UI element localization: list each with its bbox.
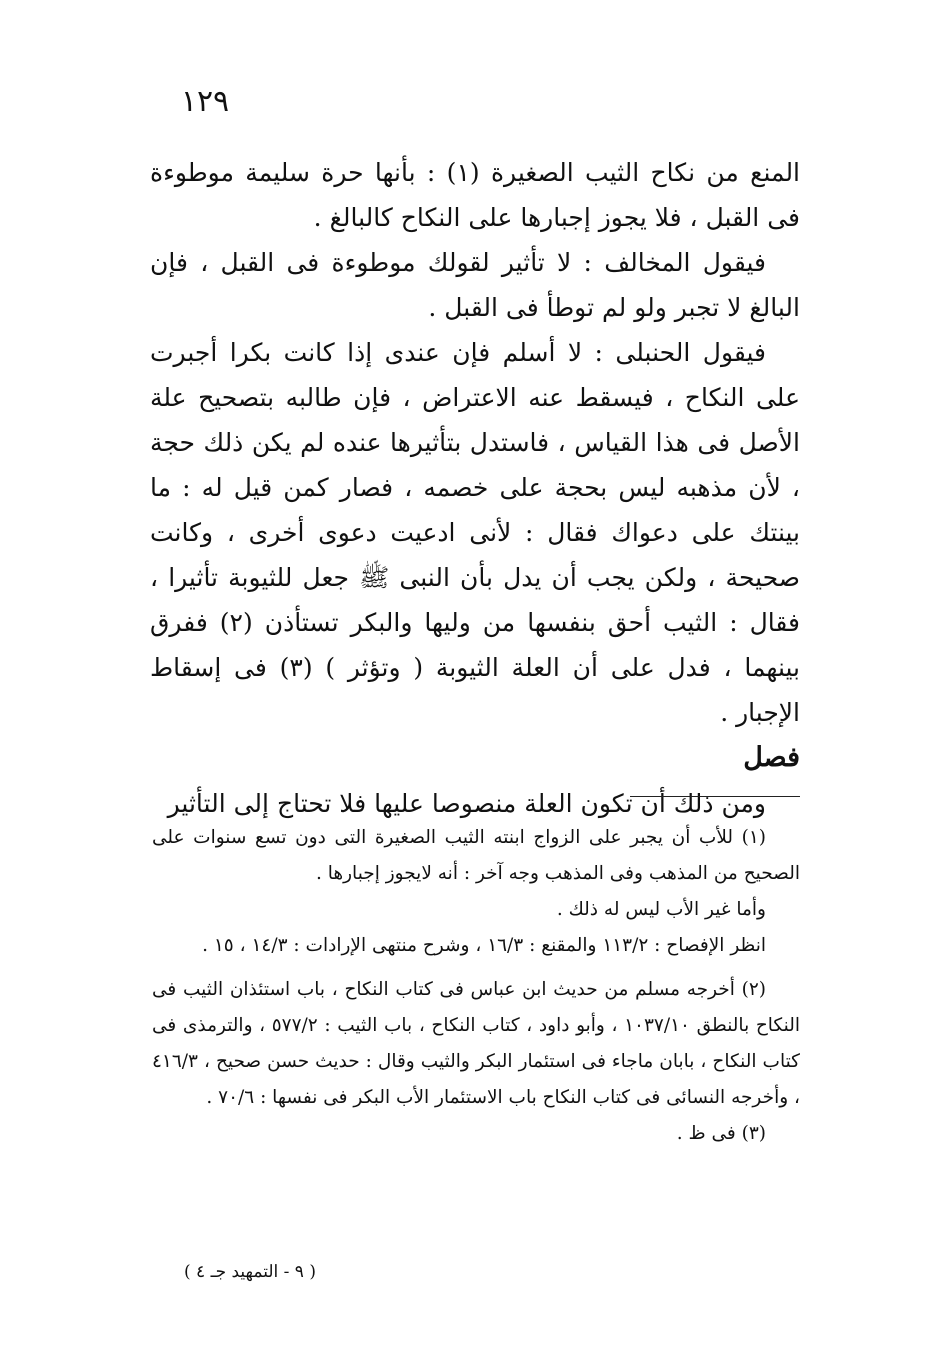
section-heading: فصل bbox=[743, 742, 800, 773]
footnote-2: (٢) أخرجه مسلم من حديث ابن عباس فى كتاب النكاح ، باب استئذان الثيب فى النكاح بالنطق ١٠٣٧/١٠ ، وأبو داود ، كتاب النكاح ، باب الثيب : ٥٧٧/٢ ، والترمذى فى كتاب النكاح ، بابان ماجاء فى استئمار البكر والثيب وقال : حديث حسن صحيح ، ٤١٦/٣ ، وأخرجه النسائى فى كتاب النكاح باب الاستئمار الأب البكر فى نفسها : ٧٠/٦ . bbox=[152, 979, 801, 1108]
paragraph: المنع من نكاح الثيب الصغيرة (١) : بأنها حرة سليمة موطوءة فى القبل ، فلا يجوز إجبارها على النكاح كالبالغ . bbox=[150, 158, 801, 232]
paragraph: فيقول المخالف : لا تأثير لقولك موطوءة فى القبل ، فإن البالغ لا تجبر ولو لم توطأ فى القبل . bbox=[150, 248, 800, 322]
footnote-1-references: انظر الإفصاح : ١١٣/٢ والمقنع : ١٦/٣ ، وشرح منتهى الإرادات : ١٤/٣ ، ١٥ . bbox=[202, 935, 766, 956]
paragraph: فيقول الحنبلى : لا أسلم فإن عندى إذا كانت بكرا أجبرت على النكاح ، فيسقط عنه الاعتراض ، فإن طالبه بتصحيح علة الأصل فى هذا القياس ، فاستدل بتأثيرها عنده لم يكن ذلك حجة ، لأن مذهبه ليس بحجة على خصمه ، فصار كمن قيل له : ما بينتك على دعواك فقال : لأنى ادعيت دعوى أخرى ، وكانت صحيحة ، ولكن يجب أن يدل بأن النبى ﷺ جعل للثيوبة تأثيرا ، فقال : الثيب أحق بنفسها من وليها والبكر تستأذن (٢) ففرق بينهما ، فدل على أن العلة الثيوبة ( وتؤثر ) (٣) فى إسقاط الإجبار . bbox=[150, 338, 800, 727]
footnote-1-continuation: وأما غير الأب ليس له ذلك . bbox=[556, 899, 766, 920]
footnotes bbox=[152, 820, 800, 1152]
signature-mark: ( ٩ - التمهيد جـ ٤ ) bbox=[184, 1262, 316, 1282]
paragraph: ومن ذلك أن تكون العلة منصوصا عليها فلا تحتاج إلى التأثير bbox=[167, 789, 766, 818]
footnote-1: (١) للأب أن يجبر على الزواج ابنته الثيب الصغيرة التى دون تسع سنوات على الصحيح من المذهب وفى المذهب وجه آخر : أنه لايجوز إجبارها . bbox=[152, 827, 800, 884]
footnote-3: (٣) فى ظ . bbox=[676, 1123, 766, 1144]
footnote-separator bbox=[630, 796, 800, 797]
page-number: ١٢٩ bbox=[180, 84, 230, 119]
main-text bbox=[150, 150, 800, 826]
